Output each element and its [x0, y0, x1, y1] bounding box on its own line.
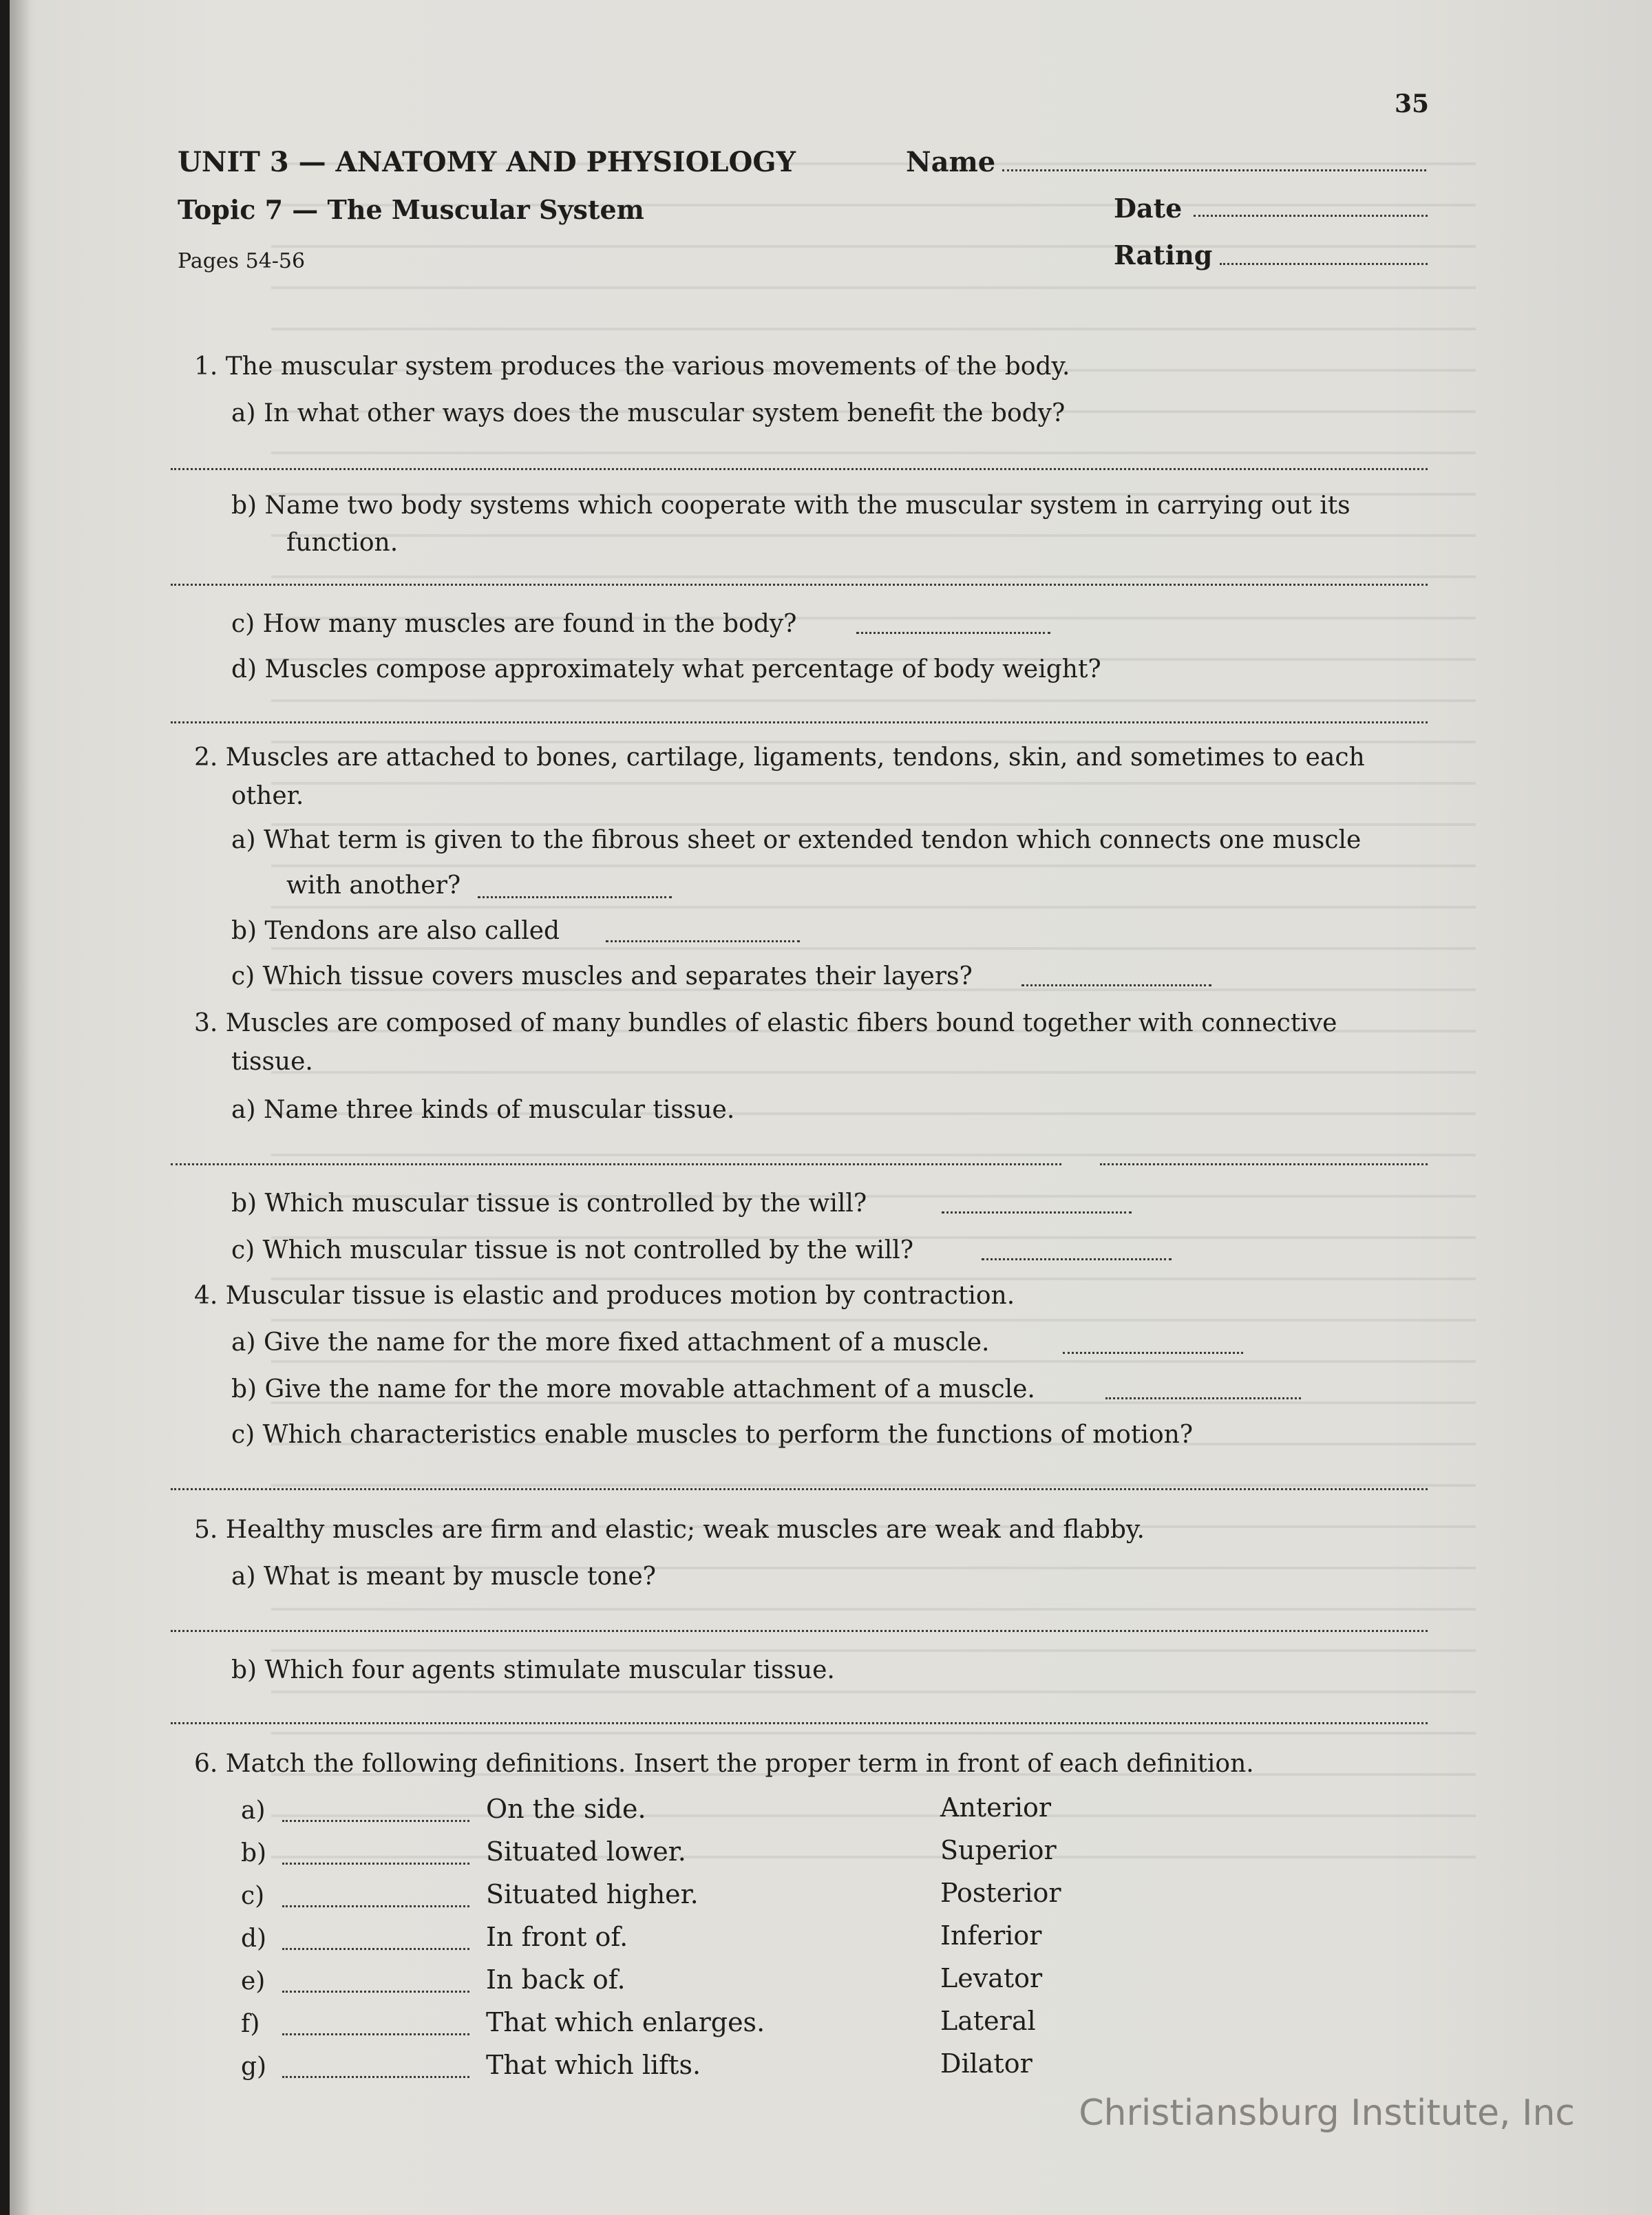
- rating-label: Rating: [1114, 240, 1213, 271]
- matching-answer-g[interactable]: [282, 2076, 469, 2078]
- matching-definition: On the side.: [486, 1794, 646, 1824]
- matching-letter: e): [241, 1967, 266, 1995]
- question-4a: a) Give the name for the more fixed attachment of a muscle.: [231, 1328, 990, 1357]
- question-2a-line2: with another?: [286, 871, 461, 900]
- question-4c: c) Which characteristics enable muscles to perform the functions of motion?: [231, 1421, 1194, 1449]
- matching-term: Lateral: [940, 2006, 1036, 2036]
- answer-line-3b[interactable]: [942, 1211, 1132, 1214]
- question-3b: b) Which muscular tissue is controlled by the will?: [231, 1189, 867, 1218]
- matching-term: Superior: [940, 1835, 1057, 1865]
- question-5: 5. Healthy muscles are firm and elastic; weak muscles are weak and flabby.: [194, 1516, 1145, 1544]
- matching-answer-c[interactable]: [282, 1905, 469, 1907]
- answer-line-2c[interactable]: [1021, 984, 1211, 986]
- answer-line-1b[interactable]: [171, 584, 1428, 586]
- matching-definition: Situated higher.: [486, 1879, 699, 1909]
- question-2b: b) Tendons are also called: [231, 917, 560, 945]
- answer-line-1a[interactable]: [171, 468, 1428, 470]
- matching-letter: b): [241, 1839, 267, 1867]
- answer-line-5a[interactable]: [171, 1630, 1428, 1632]
- matching-letter: c): [241, 1882, 265, 1910]
- matching-answer-e[interactable]: [282, 1991, 469, 1993]
- question-1c: c) How many muscles are found in the body?: [231, 610, 797, 638]
- matching-definition: In front of.: [486, 1922, 628, 1952]
- pages-ref: Pages 54-56: [178, 249, 306, 273]
- name-field[interactable]: [1002, 169, 1426, 171]
- question-3-line1: 3. Muscles are composed of many bundles of elastic fibers bound together with connective: [194, 1009, 1337, 1037]
- matching-letter: a): [241, 1797, 266, 1825]
- matching-definition: In back of.: [486, 1964, 626, 1995]
- question-6: 6. Match the following definitions. Insert the proper term in front of each definition.: [194, 1750, 1254, 1778]
- matching-term: Dilator: [940, 2048, 1032, 2079]
- page-edge-shadow: [10, 0, 30, 2215]
- question-1b-line1: b) Name two body systems which cooperate with the muscular system in carrying out its: [231, 491, 1351, 520]
- matching-answer-d[interactable]: [282, 1948, 469, 1950]
- question-1a: a) In what other ways does the muscular system benefit the body?: [231, 399, 1066, 427]
- page-number: 35: [1395, 89, 1430, 118]
- matching-term: Posterior: [940, 1878, 1061, 1908]
- matching-term: Anterior: [940, 1792, 1052, 1823]
- question-2a-line1: a) What term is given to the fibrous sheet or extended tendon which connects one muscle: [231, 826, 1362, 854]
- date-field[interactable]: [1194, 215, 1428, 217]
- matching-answer-a[interactable]: [282, 1820, 469, 1822]
- matching-letter: d): [241, 1925, 267, 1953]
- answer-line-3a-2[interactable]: [1100, 1163, 1428, 1165]
- answer-line-2a[interactable]: [478, 896, 672, 898]
- answer-line-1c[interactable]: [856, 632, 1050, 634]
- matching-answer-f[interactable]: [282, 2033, 469, 2035]
- question-1d: d) Muscles compose approximately what percentage of body weight?: [231, 655, 1101, 683]
- unit-title: UNIT 3 — ANATOMY AND PHYSIOLOGY: [178, 146, 796, 178]
- question-2c: c) Which tissue covers muscles and separates their layers?: [231, 962, 973, 990]
- question-4b: b) Give the name for the more movable attachment of a muscle.: [231, 1375, 1035, 1403]
- answer-line-1d[interactable]: [171, 721, 1428, 723]
- question-3a: a) Name three kinds of muscular tissue.: [231, 1096, 735, 1124]
- worksheet-page: [10, 0, 1652, 2215]
- answer-line-4b[interactable]: [1105, 1397, 1301, 1399]
- answer-line-4c[interactable]: [171, 1488, 1428, 1490]
- matching-answer-b[interactable]: [282, 1863, 469, 1865]
- answer-line-5b[interactable]: [171, 1722, 1428, 1724]
- matching-term: Inferior: [940, 1920, 1042, 1951]
- matching-letter: f): [241, 2010, 260, 2038]
- answer-line-2b[interactable]: [606, 940, 800, 942]
- matching-definition: Situated lower.: [486, 1836, 686, 1867]
- matching-term: Levator: [940, 1963, 1043, 1993]
- topic-title: Topic 7 — The Muscular System: [178, 194, 644, 225]
- matching-definition: That which lifts.: [486, 2050, 701, 2080]
- bleed-through: [271, 138, 1476, 1858]
- question-3-line2: tissue.: [231, 1048, 313, 1076]
- question-2-line1: 2. Muscles are attached to bones, cartilage, ligaments, tendons, skin, and sometimes to each: [194, 743, 1365, 772]
- rating-field[interactable]: [1220, 263, 1428, 265]
- name-label: Name: [906, 146, 996, 178]
- date-label: Date: [1114, 193, 1183, 224]
- matching-definition: That which enlarges.: [486, 2007, 765, 2037]
- answer-line-3c[interactable]: [982, 1258, 1172, 1260]
- question-5a: a) What is meant by muscle tone?: [231, 1562, 656, 1591]
- question-3c: c) Which muscular tissue is not controlled by the will?: [231, 1236, 914, 1264]
- matching-letter: g): [241, 2053, 267, 2081]
- watermark-text: Christiansburg Institute, Inc: [1079, 2092, 1575, 2134]
- question-4: 4. Muscular tissue is elastic and produces motion by contraction.: [194, 1282, 1015, 1310]
- question-2-line2: other.: [231, 782, 304, 810]
- answer-line-3a-1[interactable]: [171, 1163, 1061, 1165]
- answer-line-4a[interactable]: [1063, 1352, 1243, 1354]
- question-1: 1. The muscular system produces the various movements of the body.: [194, 352, 1070, 381]
- question-1b-line2: function.: [286, 529, 399, 557]
- question-5b: b) Which four agents stimulate muscular tissue.: [231, 1656, 835, 1684]
